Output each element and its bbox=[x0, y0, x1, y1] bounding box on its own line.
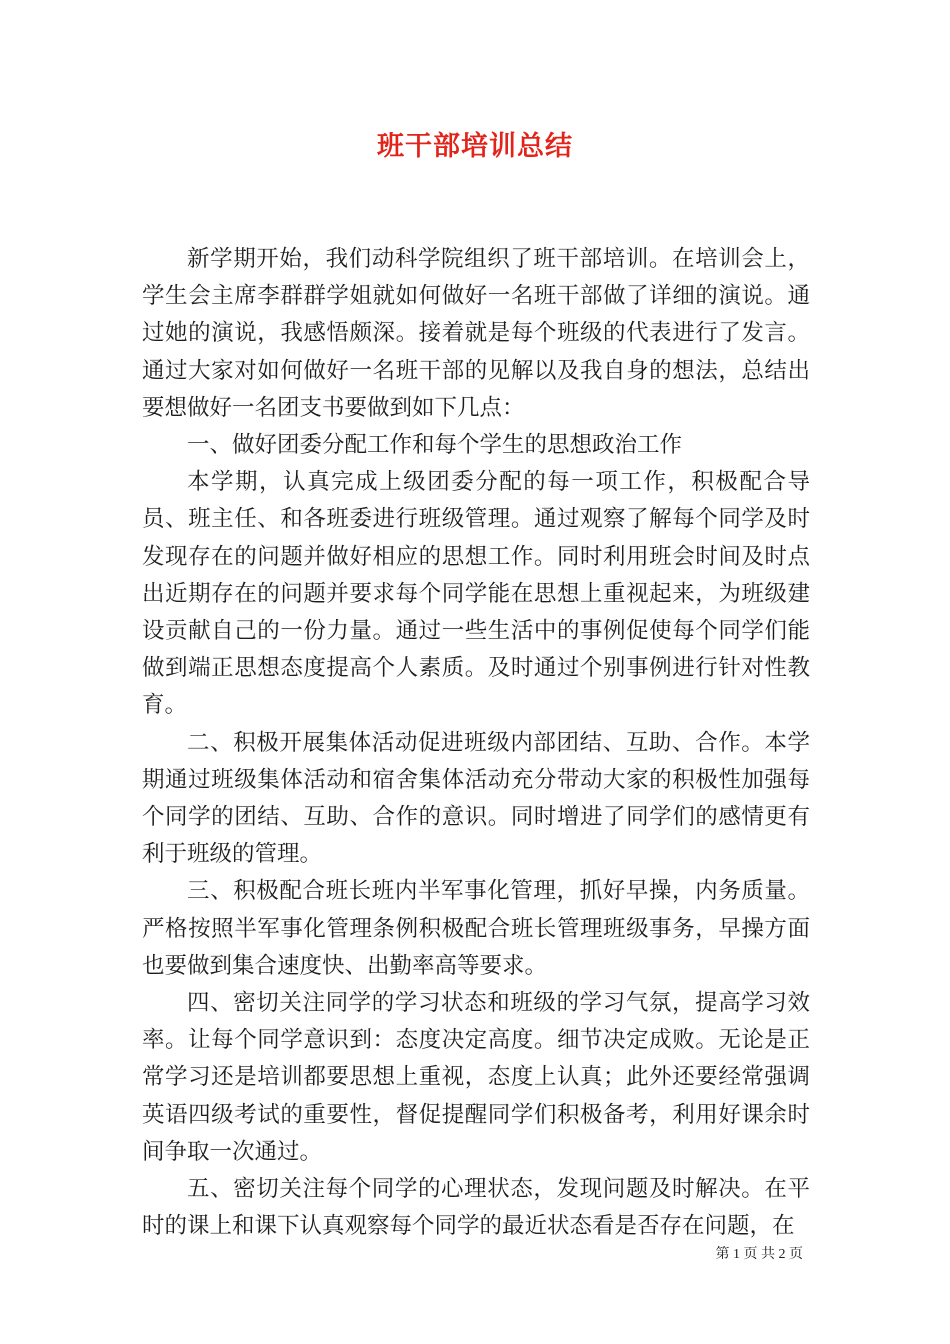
page-footer bbox=[716, 1246, 804, 1264]
paragraph-section-2: 二、积极开展集体活动促进班级内部团结、互助、合作。本学期通过班级集体活动和宿舍集体活动充分带动大家的积极性加强每个同学的团结、互助、合作的意识。同时增进了同学们的感情更有利于班级的管理。 bbox=[142, 729, 810, 867]
paragraph-section-4: 四、密切关注同学的学习状态和班级的学习气氛，提高学习效率。让每个同学意识到：态度决定高度。细节决定成败。无论是正常学习还是培训都要思想上重视，态度上认真；此外还要经常强调英语四级考试的重要性，督促提醒同学们积极备考，利用好课余时间争取一次通过。 bbox=[142, 990, 810, 1164]
document-body bbox=[142, 240, 810, 1244]
page-number-label: 第 1 页 共 2 页 bbox=[715, 1247, 803, 1262]
document-title: 班干部培训总结 bbox=[377, 131, 573, 161]
paragraph-heading-1: 一、做好团委分配工作和每个学生的思想政治工作 bbox=[187, 432, 683, 458]
paragraph-intro: 新学期开始，我们动科学院组织了班干部培训。在培训会上，学生会主席李群群学姐就如何做好一名班干部做了详细的演说。通过她的演说，我感悟颇深。接着就是每个班级的代表进行了发言。通过大家对如何做好一名班干部的见解以及我自身的想法，总结出要想做好一名团支书要做到如下几点： bbox=[142, 246, 810, 420]
paragraph-section-3: 三、积极配合班长班内半军事化管理，抓好早操，内务质量。严格按照半军事化管理条例积极配合班长管理班级事务，早操方面也要做到集合速度快、出勤率高等要求。 bbox=[142, 878, 810, 978]
paragraph-section-5: 五、密切关注每个同学的心理状态，发现问题及时解决。在平时的课上和课下认真观察每个同学的最近状态看是否存在问题，在 bbox=[142, 1176, 810, 1239]
paragraph-section-1-body: 本学期，认真完成上级团委分配的每一项工作，积极配合导员、班主任、和各班委进行班级管理。通过观察了解每个同学及时发现存在的问题并做好相应的思想工作。同时利用班会时间及时点出近期存在的问题并要求每个同学能在思想上重视起来，为班级建设贡献自己的一份力量。通过一些生活中的事例促使每个同学们能做到端正思想态度提高个人素质。及时通过个别事例进行针对性教育。 bbox=[142, 469, 810, 718]
